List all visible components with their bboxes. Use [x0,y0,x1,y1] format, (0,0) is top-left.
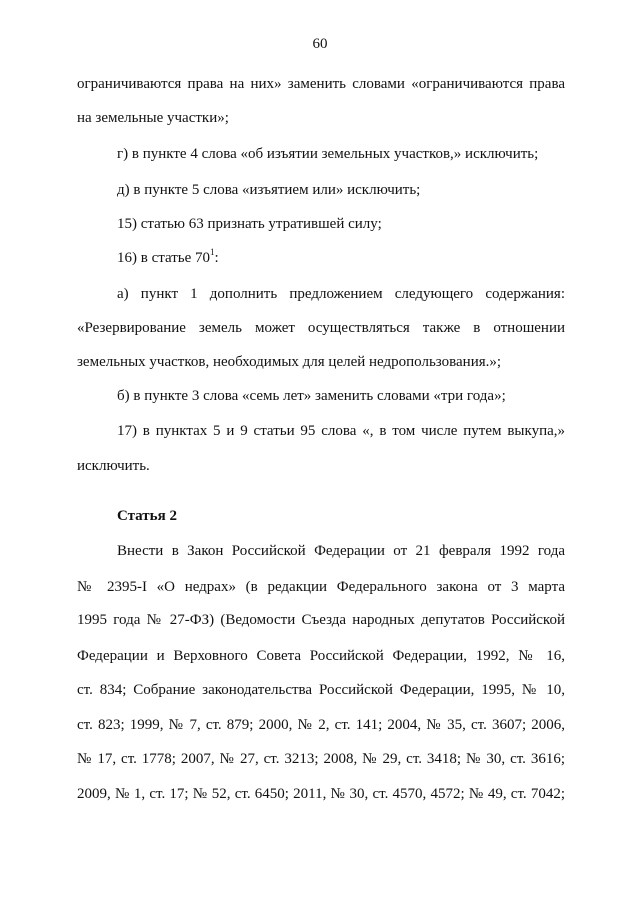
text-line: 2009, № 1, ст. 17; № 52, ст. 6450; 2011, № 30, ст. 4570, 4572; № 49, ст. 7042; [77,786,565,802]
text-line: б) в пункте 3 слова «семь лет» заменить словами «три года»; [117,388,506,404]
text-line: 15) статью 63 признать утратившей силу; [117,216,382,232]
text-line [117,248,565,268]
text-line: исключить. [77,458,150,474]
text-line: Федерации и Верховного Совета Российской Федерации, 1992, № 16, [77,648,565,664]
text-line: д) в пункте 5 слова «изъятием или» исключить; [117,182,421,198]
text-line: ограничиваются права на них» заменить словами «ограничиваются права [77,76,565,92]
superscript: 1 [210,248,215,257]
text-line: 1995 года № 27-ФЗ) (Ведомости Съезда народных депутатов Российской [77,612,565,628]
text-segment: : [214,250,219,266]
text-line: земельных участков, необходимых для целей недропользования.»; [77,354,502,370]
text-line: № 17, ст. 1778; 2007, № 27, ст. 3213; 2008, № 29, ст. 3418; № 30, ст. 3616; [77,751,565,767]
text-segment: 16) в статье 70 [117,250,211,266]
page-number: 60 [312,36,328,52]
text-line: а) пункт 1 дополнить предложением следующего содержания: [117,286,565,302]
text-line: Внести в Закон Российской Федерации от 21 февраля 1992 года [117,543,565,559]
text-line: на земельные участки»; [77,110,229,126]
text-line: «Резервирование земель может осуществляться также в отношении [77,320,565,336]
text-line: 17) в пунктах 5 и 9 статьи 95 слова «, в том числе путем выкупа,» [117,423,565,439]
text-line: г) в пункте 4 слова «об изъятии земельных участков,» исключить; [117,146,539,162]
article-heading: Статья 2 [117,508,177,524]
text-line: ст. 823; 1999, № 7, ст. 879; 2000, № 2, ст. 141; 2004, № 35, ст. 3607; 2006, [77,717,565,733]
text-line: № 2395-I «О недрах» (в редакции Федерального закона от 3 марта [77,579,565,595]
text-line: ст. 834; Собрание законодательства Российской Федерации, 1995, № 10, [77,682,565,698]
